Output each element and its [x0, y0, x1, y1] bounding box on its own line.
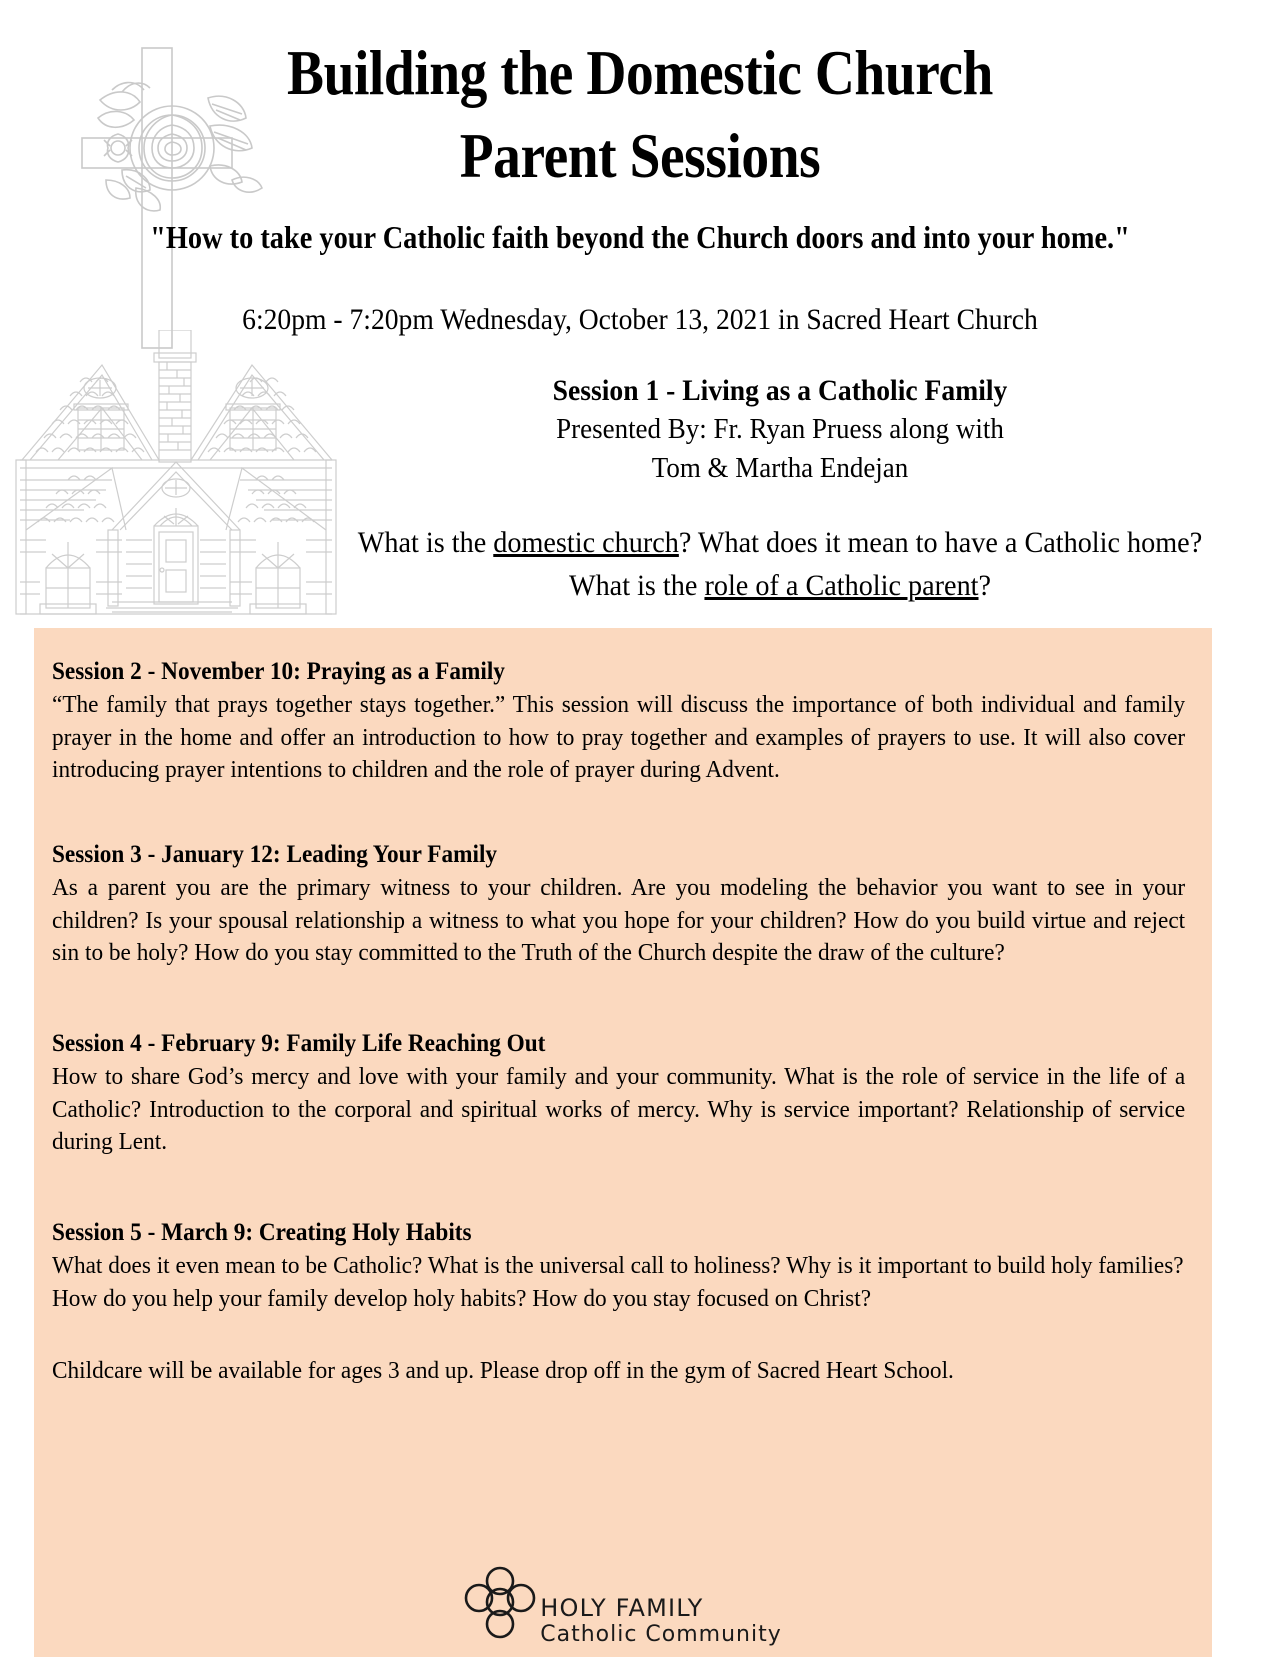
spacer — [52, 970, 1188, 1028]
session-1-presenter-line-1: Presented By: Fr. Ryan Pruess along with — [556, 413, 1004, 446]
spacer — [52, 1159, 1188, 1217]
question-text-part-1: What is the — [357, 526, 494, 559]
session-4-body: How to share God’s mercy and love with your family and your community. What is the role of service in the life of a Catholic? Introduction to the corporal and spiritual works of mercy. Why is service important? Relationship of service during Lent. — [52, 1063, 1186, 1156]
spacer — [52, 1315, 1188, 1355]
decorative-house-line-art-icon — [2, 330, 342, 615]
event-datetime: 6:20pm - 7:20pm Wednesday, October 13, 2021 in Sacred Heart Church — [242, 303, 1038, 336]
childcare-note: Childcare will be available for ages 3 and up. Please drop off in the gym of Sacred Heart School. — [52, 1357, 954, 1385]
question-text-part-2: ? What does it mean to have a Catholic home? What is the — [568, 526, 1203, 602]
session-1-questions — [357, 522, 1203, 607]
spacer — [52, 787, 1188, 839]
header-section — [0, 0, 1280, 628]
question-text-part-3: ? — [978, 568, 992, 602]
footer-logo-line-1: HOLY FAMILY — [540, 1594, 704, 1622]
session-1-title: Session 1 - Living as a Catholic Family — [552, 374, 1008, 407]
footer-logo-text — [540, 1570, 782, 1646]
session-5-heading: Session 5 - March 9: Creating Holy Habits — [52, 1218, 472, 1246]
session-5-item — [52, 1217, 1188, 1315]
session-4-heading: Session 4 - February 9: Family Life Reaching Out — [52, 1029, 546, 1057]
tagline: "How to take your Catholic faith beyond the Church doors and into your home." — [150, 220, 1130, 255]
title-line-1: Building the Domestic Church — [287, 38, 993, 108]
session-5-body: What does it even mean to be Catholic? What is the universal call to holiness? Why is it important to build holy families? How do you help your family develop holy habits? How do you stay focused on Christ? — [52, 1252, 1184, 1312]
title-line-2: Parent Sessions — [459, 121, 821, 192]
sessions-panel — [34, 628, 1212, 1657]
session-2-body: “The family that prays together stays together.” This session will discuss the importance of both individual and family prayer in the home and offer an introduction to how to pray together and examples of prayers to use. It will also cover introducing prayer intentions to children and the role of prayer during Advent. — [52, 691, 1186, 784]
session-2-heading: Session 2 - November 10: Praying as a Family — [52, 658, 505, 685]
session-1-presenter-line-2: Tom & Martha Endejan — [651, 451, 909, 484]
question-link-domestic-church: domestic church — [493, 526, 679, 559]
session-1-block — [340, 372, 1220, 487]
session-2-item — [52, 656, 1188, 787]
session-4-item — [52, 1028, 1188, 1159]
session-3-item — [52, 839, 1188, 970]
question-link-catholic-parent: role of a Catholic parent — [704, 568, 979, 602]
footer-logo-line-2: Catholic Community — [540, 1622, 782, 1647]
footer-logo — [34, 1565, 1212, 1651]
holy-family-cross-circles-logo-icon — [464, 1565, 536, 1651]
session-3-body: As a parent you are the primary witness to your children. Are you modeling the behavior you want to see in your children? Is your spousal relationship a witness to what you hope for your children? How do you build virtue and reject sin to be holy? How do you stay committed to the Truth of the Church despite the draw of the culture? — [52, 874, 1186, 967]
session-3-heading: Session 3 - January 12: Leading Your Family — [52, 840, 498, 868]
page-title — [0, 32, 1280, 198]
